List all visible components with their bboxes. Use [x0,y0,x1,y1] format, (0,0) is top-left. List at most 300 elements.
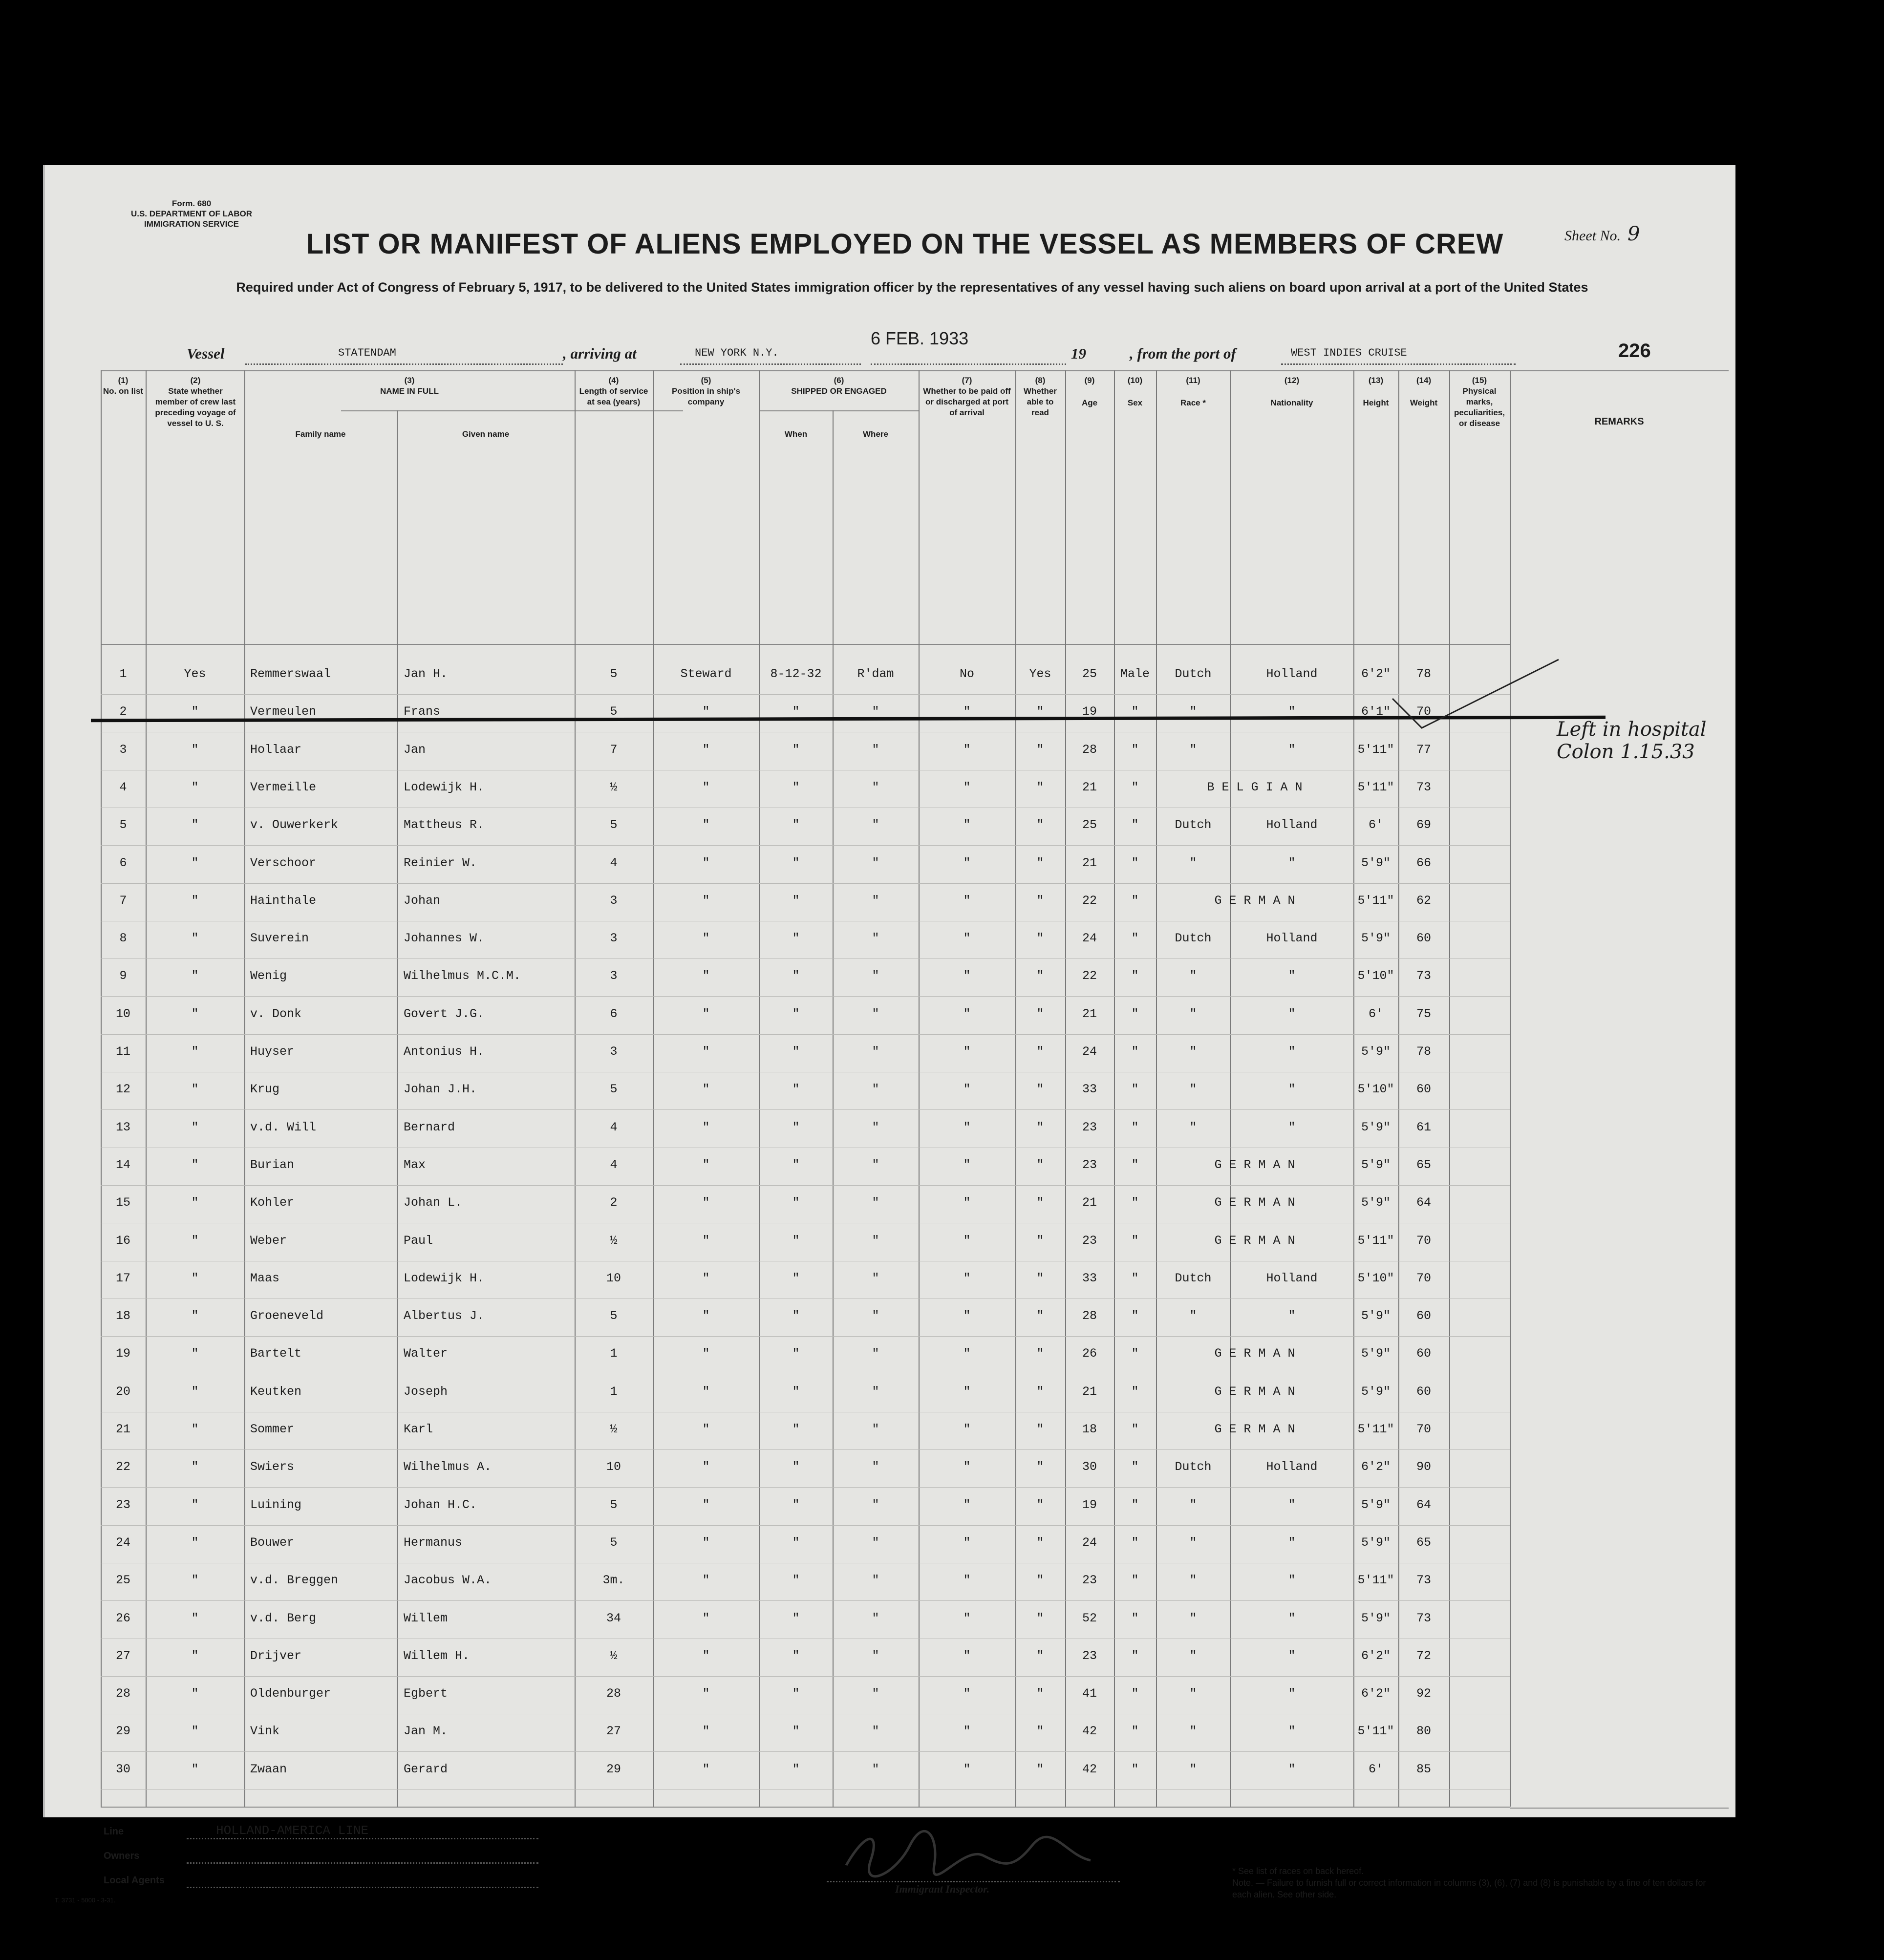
cell-race: " [1189,1120,1197,1134]
row-divider [101,1676,1510,1677]
cell-paid: " [963,742,971,757]
cell-years: 5 [610,1082,618,1097]
cell-years: ½ [610,1233,618,1248]
cell-years: 5 [610,1309,618,1323]
cell-nat: Holland [1266,818,1318,832]
cell-height: 5'11" [1357,1233,1394,1248]
cell-position: " [702,1384,710,1399]
cell-when: " [792,1082,800,1097]
cell-height: 5'11" [1357,1422,1394,1436]
cell-height: 6' [1368,1762,1383,1776]
cell-given: Karl [404,1422,433,1436]
cell-no: 12 [115,1082,130,1097]
cell-age: 21 [1082,1384,1097,1399]
cell-no: 21 [115,1422,130,1436]
cell-family: Hollaar [250,742,302,757]
cell-no: 29 [115,1724,130,1739]
cell-age: 23 [1082,1120,1097,1134]
cell-position: " [702,1346,710,1361]
cell-nat: " [1288,1611,1296,1625]
cell-paid: " [963,1384,971,1399]
cell-given: Johan [404,893,441,908]
arriving-label: , arriving at [563,345,637,362]
cell-age: 18 [1082,1422,1097,1436]
cell-no: 18 [115,1309,130,1323]
cell-sex: " [1131,1686,1139,1701]
date-stamp: 6 FEB. 1933 [871,328,969,348]
cell-sex: " [1131,969,1139,983]
cell-nat: " [1288,704,1296,719]
cell-no: 8 [119,931,127,946]
cell-years: 2 [610,1195,618,1210]
cell-sex: " [1131,1006,1139,1021]
cell-where: " [872,855,879,870]
cell-no: 17 [115,1271,130,1285]
cell-sex: " [1131,1120,1139,1134]
cell-given: Joseph [404,1384,448,1399]
row-divider [101,1185,1510,1186]
cell-nat: " [1288,1573,1296,1588]
cell-family: Zwaan [250,1762,287,1776]
cell-no: 16 [115,1233,130,1248]
cell-family: Hainthale [250,893,317,908]
cell-family: Vermeille [250,780,317,794]
cell-given: Egbert [404,1686,448,1701]
cell-where: " [872,1082,879,1097]
cell-height: 5'9" [1361,1157,1391,1172]
cell-paid: No [959,667,974,681]
cell-weight: 66 [1416,855,1431,870]
cell-paid: " [963,1044,971,1059]
cell-age: 25 [1082,667,1097,681]
cell-family: Swiers [250,1460,295,1474]
cell-read: " [1036,1611,1044,1625]
cell-position: " [702,1762,710,1776]
cell-when: " [792,1233,800,1248]
cell-years: 4 [610,1157,618,1172]
cell-sex: " [1131,1648,1139,1663]
cell-nat: " [1288,1535,1296,1550]
cell-prev: " [191,1686,199,1701]
cell-age: 23 [1082,1157,1097,1172]
cell-years: 29 [606,1762,621,1776]
cell-when: " [792,1120,800,1134]
footer-notes [1232,1865,1721,1900]
cell-weight: 73 [1416,1611,1431,1625]
cell-height: 6'2" [1361,667,1391,681]
cell-prev: " [191,742,199,757]
cell-no: 3 [119,742,127,757]
cell-weight: 75 [1416,1006,1431,1021]
cell-weight: 85 [1416,1762,1431,1776]
cell-given: Max [404,1157,426,1172]
cell-where: " [872,931,879,946]
cell-nat: " [1288,1082,1296,1097]
cell-prev: " [191,1120,199,1134]
row-divider [101,1487,1510,1488]
cell-given: Albertus J. [404,1309,485,1323]
cell-read: " [1036,1346,1044,1361]
cell-sex: " [1131,818,1139,832]
cell-height: 6'2" [1361,1648,1391,1663]
cell-given: Jacobus W.A. [404,1573,492,1588]
cell-years: 3m. [602,1573,625,1588]
cell-age: 21 [1082,1006,1097,1021]
cell-weight: 60 [1416,1309,1431,1323]
header-where: Where [863,429,888,439]
cell-years: 4 [610,1120,618,1134]
cell-race: G E R M A N [1214,893,1295,908]
cell-family: Bouwer [250,1535,295,1550]
cell-read: " [1036,1573,1044,1588]
cell-age: 33 [1082,1271,1097,1285]
cell-weight: 65 [1416,1535,1431,1550]
cell-weight: 73 [1416,969,1431,983]
cell-when: " [792,1648,800,1663]
cell-given: Bernard [404,1120,455,1134]
header-col-13: (13) Height [1363,376,1389,407]
cell-height: 5'9" [1361,1309,1391,1323]
cell-height: 6' [1368,818,1383,832]
cell-given: Johan J.H. [404,1082,477,1097]
cell-family: Remmerswaal [250,667,331,681]
cell-read: " [1036,1195,1044,1210]
header-col-8: (8) Whether able to read [1024,376,1057,417]
service-name: IMMIGRATION SERVICE [144,219,239,229]
line-label: Line [104,1826,124,1837]
cell-race: " [1189,855,1197,870]
cell-height: 5'9" [1361,1044,1391,1059]
cell-age: 26 [1082,1346,1097,1361]
cell-family: v.d. Will [250,1120,317,1134]
cell-prev: " [191,1384,199,1399]
cell-family: Burian [250,1157,295,1172]
cell-prev: Yes [184,667,206,681]
header-col-15: (15) Physical marks, peculiarities, or disease [1454,376,1505,428]
cell-age: 21 [1082,1195,1097,1210]
cell-read: " [1036,1762,1044,1776]
cell-weight: 72 [1416,1648,1431,1663]
cell-years: 28 [606,1686,621,1701]
cell-nat: " [1288,742,1296,757]
cell-family: v. Ouwerkerk [250,818,339,832]
cell-no: 4 [119,780,127,794]
cell-weight: 80 [1416,1724,1431,1739]
cell-race: G E R M A N [1214,1384,1295,1399]
cell-race: G E R M A N [1214,1233,1295,1248]
cell-family: Keutken [250,1384,302,1399]
cell-prev: " [191,1611,199,1625]
cell-given: Jan M. [404,1724,448,1739]
cell-position: " [702,1460,710,1474]
cell-position: " [702,969,710,983]
cell-age: 21 [1082,780,1097,794]
cell-sex: " [1131,1422,1139,1436]
cell-height: 5'11" [1357,1724,1394,1739]
cell-weight: 78 [1416,667,1431,681]
cell-given: Hermanus [404,1535,463,1550]
cell-weight: 62 [1416,893,1431,908]
cell-where: " [872,893,879,908]
cell-paid: " [963,1648,971,1663]
cell-race: Dutch [1175,1460,1212,1474]
cell-weight: 90 [1416,1460,1431,1474]
cell-nat: " [1288,1724,1296,1739]
cell-years: 5 [610,704,618,719]
cell-position: Steward [680,667,732,681]
cell-paid: " [963,1724,971,1739]
cell-age: 25 [1082,818,1097,832]
row-divider [101,1600,1510,1601]
cell-when: " [792,1686,800,1701]
cell-prev: " [191,1762,199,1776]
cell-height: 6' [1368,1006,1383,1021]
cell-read: " [1036,1271,1044,1285]
cell-nat: " [1288,1762,1296,1776]
header-given-name: Given name [462,429,510,439]
cell-nat: Holland [1266,1271,1318,1285]
cell-where: " [872,1762,879,1776]
cell-sex: " [1131,1535,1139,1550]
header-remarks: REMARKS [1594,416,1644,427]
cell-where: " [872,1157,879,1172]
cell-sex: " [1131,704,1139,719]
arrival-port: NEW YORK N.Y. [695,347,779,359]
vessel-label: Vessel [187,345,225,362]
cell-weight: 65 [1416,1157,1431,1172]
cell-where: " [872,1535,879,1550]
cell-read: " [1036,1422,1044,1436]
cell-height: 5'9" [1361,1497,1391,1512]
cell-years: 1 [610,1346,618,1361]
inspector-dotline [827,1881,1120,1882]
department-name: U.S. DEPARTMENT OF LABOR [130,209,253,218]
cell-race: " [1189,742,1197,757]
cell-read: " [1036,1384,1044,1399]
agents-dotline [187,1887,538,1888]
cell-age: 19 [1082,704,1097,719]
cell-paid: " [963,893,971,908]
cell-family: Sommer [250,1422,295,1436]
cell-years: 6 [610,1006,618,1021]
cell-race: Dutch [1175,667,1212,681]
header-col-14: (14) Weight [1410,376,1438,407]
cell-read: " [1036,1044,1044,1059]
cell-given: Antonius H. [404,1044,485,1059]
cell-where: " [872,1724,879,1739]
cell-prev: " [191,1006,199,1021]
cell-sex: " [1131,742,1139,757]
header-col-2: (2) State whether member of crew last preceding voyage of vessel to U. S. [155,376,236,428]
row-divider [101,1034,1510,1035]
cell-sex: " [1131,1271,1139,1285]
cell-read: " [1036,1082,1044,1097]
cell-when: " [792,1309,800,1323]
row-divider [101,1525,1510,1526]
cell-prev: " [191,1195,199,1210]
cell-when: " [792,1535,800,1550]
cell-read: " [1036,1686,1044,1701]
cell-family: Drijver [250,1648,302,1663]
cell-nat: " [1288,1497,1296,1512]
cell-given: Paul [404,1233,433,1248]
cell-paid: " [963,855,971,870]
cell-family: Wenig [250,969,287,983]
cell-age: 23 [1082,1233,1097,1248]
row-divider [101,1751,1510,1752]
cell-read: " [1036,855,1044,870]
cell-family: Verschoor [250,855,317,870]
cell-when: " [792,742,800,757]
cell-sex: " [1131,1573,1139,1588]
cell-paid: " [963,1195,971,1210]
cell-prev: " [191,1157,199,1172]
cell-age: 21 [1082,855,1097,870]
cell-nat: " [1288,1648,1296,1663]
cell-read: " [1036,1157,1044,1172]
cell-position: " [702,1082,710,1097]
cell-family: v.d. Berg [250,1611,317,1625]
cell-when: " [792,1724,800,1739]
stamp-number: 226 [1618,340,1651,362]
cell-nat: Holland [1266,667,1318,681]
cell-years: 27 [606,1724,621,1739]
cell-position: " [702,893,710,908]
cell-height: 5'10" [1357,1082,1394,1097]
cell-where: " [872,1120,879,1134]
cell-age: 28 [1082,1309,1097,1323]
cell-no: 19 [115,1346,130,1361]
cell-weight: 73 [1416,780,1431,794]
cell-when: " [792,1762,800,1776]
cell-position: " [702,1195,710,1210]
cell-nat: " [1288,1120,1296,1134]
cell-paid: " [963,1762,971,1776]
header-col-4: (4) Length of service at sea (years) [579,376,648,406]
header-col-5: (5) Position in ship's company [671,376,741,406]
form-number: Form. 680 [171,199,212,208]
cell-where: " [872,1460,879,1474]
cell-given: Willem [404,1611,448,1625]
cell-position: " [702,1233,710,1248]
cell-when: " [792,1346,800,1361]
cell-position: " [702,1157,710,1172]
cell-race: " [1189,704,1197,719]
cell-race: " [1189,1611,1197,1625]
cell-sex: " [1131,1762,1139,1776]
cell-no: 30 [115,1762,130,1776]
cell-where: " [872,1006,879,1021]
cell-sex: " [1131,1724,1139,1739]
cell-position: " [702,1309,710,1323]
cell-when: " [792,969,800,983]
cell-read: " [1036,1497,1044,1512]
cell-no: 11 [115,1044,130,1059]
cell-nat: " [1288,1044,1296,1059]
cell-nat: " [1288,855,1296,870]
cell-position: " [702,1497,710,1512]
cell-nat: " [1288,1309,1296,1323]
cell-paid: " [963,1120,971,1134]
vessel-dotline [245,363,563,365]
cell-given: Mattheus R. [404,818,485,832]
cell-given: Johan L. [404,1195,463,1210]
cell-paid: " [963,1006,971,1021]
cell-read: " [1036,818,1044,832]
cell-when: " [792,818,800,832]
cell-sex: " [1131,931,1139,946]
cell-given: Govert J.G. [404,1006,485,1021]
cell-paid: " [963,704,971,719]
cell-race: " [1189,1309,1197,1323]
cell-position: " [702,1724,710,1739]
cell-years: 3 [610,893,618,908]
cell-height: 5'9" [1361,1384,1391,1399]
cell-prev: " [191,1648,199,1663]
cell-height: 5'9" [1361,1611,1391,1625]
cell-prev: " [191,704,199,719]
agents-label: Local Agents [104,1875,165,1886]
header-col-10: (10) Sex [1127,376,1143,407]
cell-height: 5'11" [1357,780,1394,794]
cell-paid: " [963,1346,971,1361]
owners-label: Owners [104,1851,140,1861]
cell-given: Frans [404,704,441,719]
cell-family: Vermeulen [250,704,317,719]
header-col-6: (6) SHIPPED OR ENGAGED [791,376,887,396]
cell-when: " [792,1195,800,1210]
remarks-note-2: Colon 1.15.33 [1557,741,1695,763]
cell-prev: " [191,1346,199,1361]
cell-family: Weber [250,1233,287,1248]
cell-position: " [702,1573,710,1588]
cell-years: 5 [610,1497,618,1512]
row-divider [101,1449,1510,1450]
cell-paid: " [963,1535,971,1550]
cell-when: " [792,1384,800,1399]
cell-given: Lodewijk H. [404,780,485,794]
cell-years: 7 [610,742,618,757]
cell-years: 3 [610,1044,618,1059]
cell-weight: 70 [1416,1422,1431,1436]
cell-years: 10 [606,1271,621,1285]
cell-where: " [872,704,879,719]
cell-height: 5'9" [1361,1120,1391,1134]
cell-read: " [1036,1233,1044,1248]
cell-position: " [702,1611,710,1625]
cell-position: " [702,1006,710,1021]
cell-prev: " [191,818,199,832]
cell-when: " [792,1006,800,1021]
cell-prev: " [191,1082,199,1097]
cell-height: 6'1" [1361,704,1391,719]
vessel-name: STATENDAM [338,347,396,359]
cell-race: G E R M A N [1214,1346,1295,1361]
cell-sex: " [1131,1044,1139,1059]
cell-paid: " [963,1082,971,1097]
cell-when: " [792,893,800,908]
cell-position: " [702,1535,710,1550]
cell-height: 6'2" [1361,1686,1391,1701]
cell-where: " [872,969,879,983]
cell-given: Wilhelmus A. [404,1460,492,1474]
cell-read: " [1036,1648,1044,1663]
cell-no: 2 [119,704,127,719]
cell-family: Bartelt [250,1346,302,1361]
cell-position: " [702,1686,710,1701]
cell-height: 5'11" [1357,893,1394,908]
cell-where: " [872,1648,879,1663]
